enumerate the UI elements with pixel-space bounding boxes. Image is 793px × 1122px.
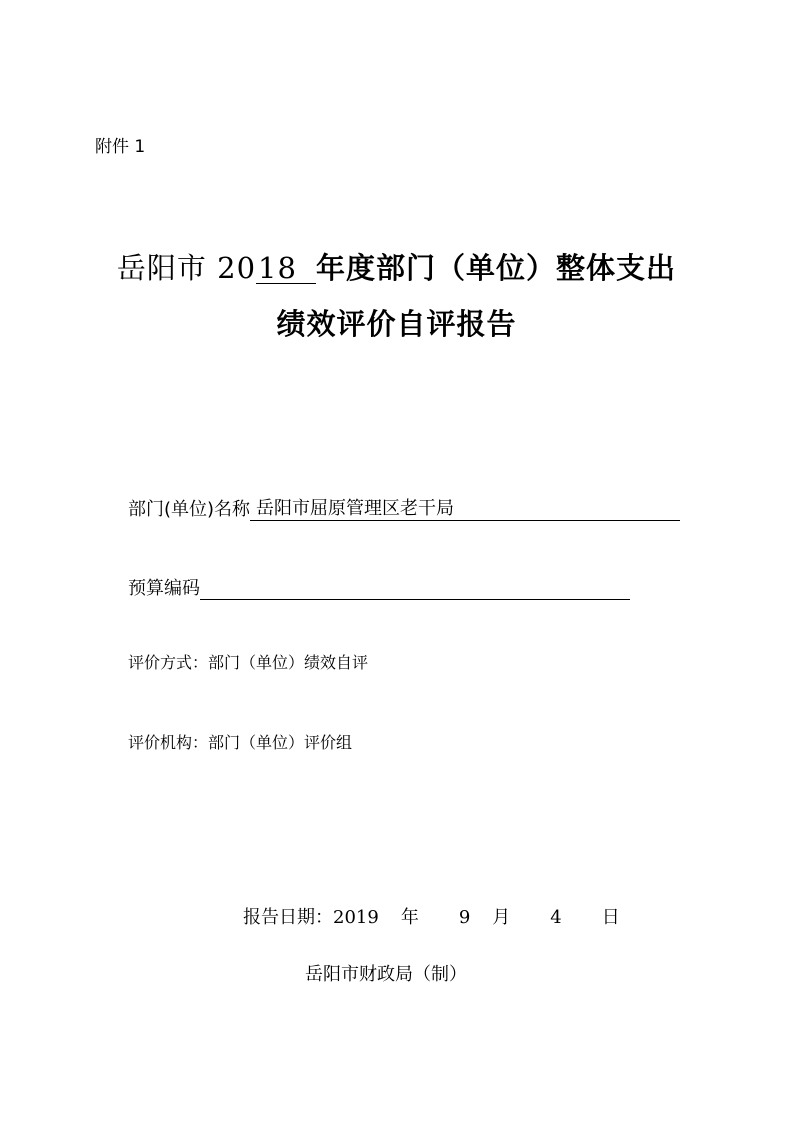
evaluation-method-label: 评价方式：: [128, 653, 209, 672]
report-date-year-unit: 年: [400, 907, 419, 928]
issuer-line: 岳阳市财政局（制）: [305, 964, 467, 985]
budget-code-label: 预算编码: [128, 578, 200, 599]
report-date-year: 2019: [333, 907, 379, 928]
report-date-day-unit: 日: [601, 907, 620, 928]
unit-name-label: 部门(单位)名称: [128, 499, 251, 520]
report-title-line-2: 绩效评价自评报告: [276, 307, 517, 341]
title-prefix: 岳阳市 20: [116, 251, 257, 285]
evaluation-method-value: 部门（单位）绩效自评: [208, 653, 369, 672]
budget-code-field: [128, 574, 630, 600]
attachment-label: 附件 1: [95, 137, 146, 157]
evaluation-org-value: 部门（单位）评价组: [208, 733, 353, 752]
title-year-suffix: 18: [256, 253, 316, 284]
report-date-day: 4: [550, 907, 562, 928]
evaluation-org-label: 评价机构：: [128, 733, 209, 752]
unit-name-value: 岳阳市屈原管理区老干局: [250, 498, 680, 521]
report-title-line-1: [0, 246, 793, 287]
title-rest: 年度部门（单位）整体支出: [316, 251, 677, 285]
report-date-month: 9: [458, 907, 471, 928]
evaluation-org-field: [128, 730, 352, 753]
unit-name-field: [128, 495, 680, 521]
evaluation-method-field: [128, 650, 368, 673]
report-date-month-unit: 月: [492, 907, 511, 928]
report-date: [243, 903, 620, 929]
budget-code-value: [200, 577, 630, 600]
report-date-label: 报告日期：: [243, 907, 333, 928]
